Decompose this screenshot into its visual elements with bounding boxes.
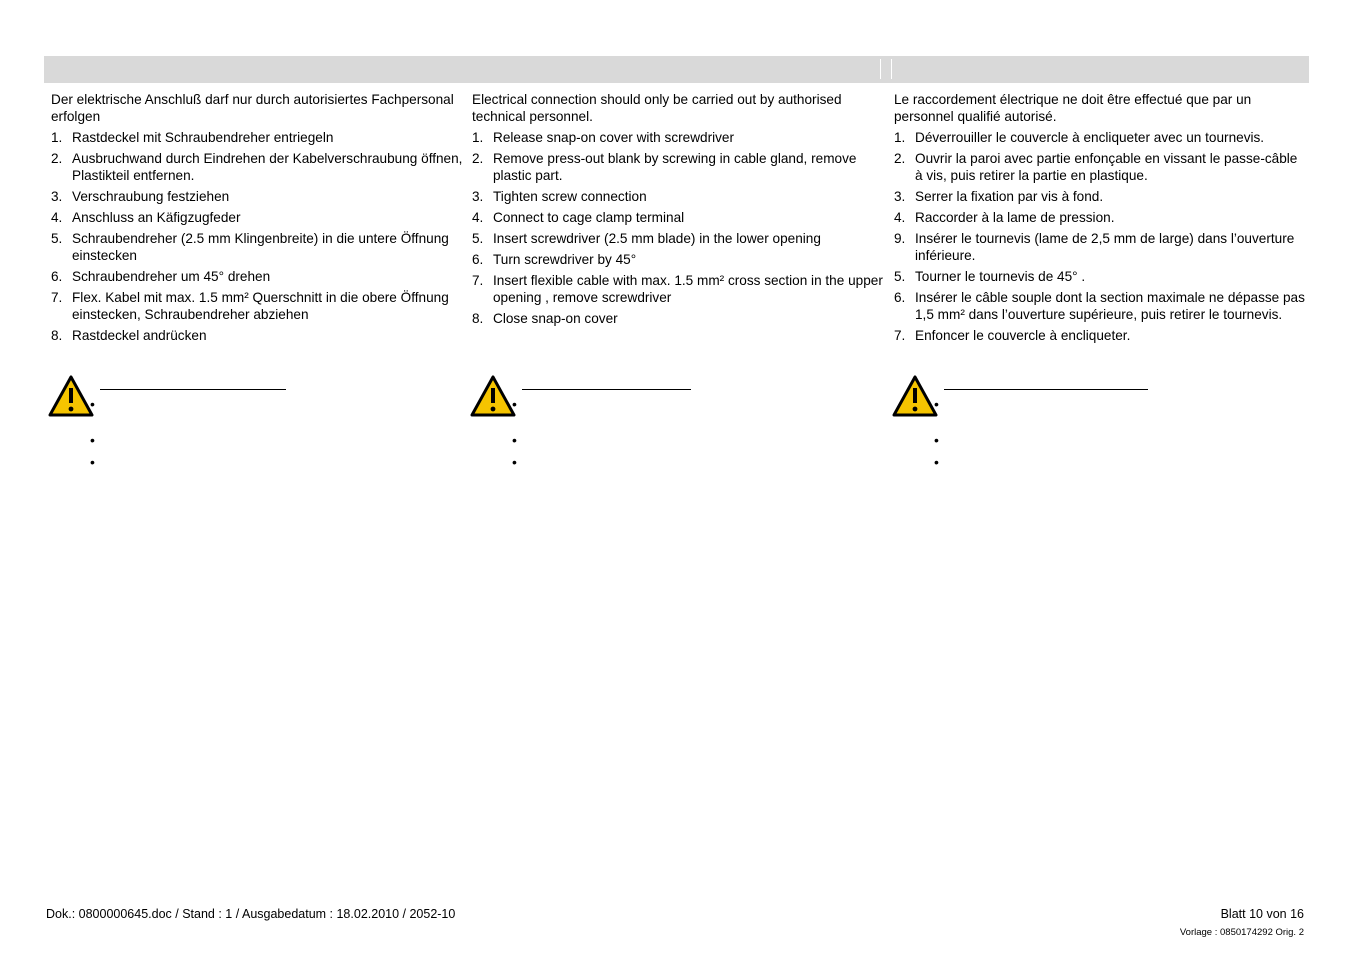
warning-block [470, 375, 882, 475]
list-item: 3. Serrer la fixation par vis à fond. [894, 189, 1104, 204]
header-separator [891, 59, 892, 79]
step-list [51, 129, 463, 344]
list-item: 1. Déverrouiller le couvercle à encliqueter avec un tournevis. [894, 130, 1265, 145]
warning-bullet: • [934, 454, 939, 470]
list-item: 1. Release snap-on cover with screwdriver [472, 130, 735, 145]
warning-bullet: • [934, 432, 939, 448]
list-item: 9. Insérer le tournevis (lame de 2,5 mm de large) dans l’ouverture inférieure. [894, 231, 1295, 263]
footer-page-number: Blatt 10 von 16 [1220, 907, 1304, 921]
list-item: 8. Rastdeckel andrücken [51, 328, 207, 343]
list-item: 7. Insert flexible cable with max. 1.5 mm² cross section in the upper opening , remove screwdriver [472, 273, 883, 305]
list-item: 2. Remove press-out blank by screwing in cable gland, remove plastic part. [472, 151, 857, 183]
list-item: 4. Anschluss an Käfigzugfeder [51, 210, 241, 225]
warning-heading-rule [944, 389, 1148, 390]
step-list [472, 129, 884, 327]
warning-triangle-icon [470, 375, 516, 417]
warning-triangle-icon [892, 375, 938, 417]
warning-heading-rule [522, 389, 691, 390]
warning-bullet: • [90, 432, 95, 448]
column-english [472, 91, 884, 331]
intro-text: Le raccordement électrique ne doit être effectué que par un personnel qualifié autorisé. [894, 92, 1252, 124]
list-item: 7. Flex. Kabel mit max. 1.5 mm² Querschnitt in die obere Öffnung einstecken, Schraubendreher abziehen [51, 290, 449, 322]
warning-triangle-icon [48, 375, 94, 417]
step-list [894, 129, 1306, 344]
footer-template: Vorlage : 0850174292 Orig. 2 [1179, 927, 1304, 938]
warning-block [892, 375, 1304, 475]
column-french [894, 91, 1306, 348]
intro-text: Der elektrische Anschluß darf nur durch autorisiertes Fachpersonal erfolgen [51, 92, 454, 124]
list-item: 1. Rastdeckel mit Schraubendreher entriegeln [51, 130, 334, 145]
list-item: 3. Verschraubung festziehen [51, 189, 230, 204]
warning-block [48, 375, 460, 475]
list-item: 2. Ouvrir la paroi avec partie enfonçable en vissant le passe-câble à vis, puis retirer la partie en plastique. [894, 151, 1298, 183]
warning-bullet: • [934, 396, 939, 412]
list-item: 4. Connect to cage clamp terminal [472, 210, 685, 225]
list-item: 7. Enfoncer le couvercle à encliqueter. [894, 328, 1131, 343]
warning-bullet: • [90, 396, 95, 412]
warning-heading-rule [100, 389, 286, 390]
footer-doc-info: Dok.: 0800000645.doc / Stand : 1 / Ausgabedatum : 18.02.2010 / 2052-10 [46, 907, 456, 921]
warning-bullet: • [90, 454, 95, 470]
intro-text: Electrical connection should only be carried out by authorised technical personnel. [472, 92, 842, 124]
list-item: 8. Close snap-on cover [472, 311, 618, 326]
list-item: 3. Tighten screw connection [472, 189, 647, 204]
warning-bullet: • [512, 454, 517, 470]
list-item: 6. Schraubendreher um 45° drehen [51, 269, 271, 284]
warning-bullet: • [512, 432, 517, 448]
list-item: 5. Schraubendreher (2.5 mm Klingenbreite) in die untere Öffnung einstecken [51, 231, 449, 263]
list-item: 5. Tourner le tournevis de 45° . [894, 269, 1086, 284]
list-item: 6. Turn screwdriver by 45° [472, 252, 637, 267]
list-item: 6. Insérer le câble souple dont la section maximale ne dépasse pas 1,5 mm² dans l’ouverture supérieure, puis retirer le tournevis. [894, 290, 1305, 322]
list-item: 2. Ausbruchwand durch Eindrehen der Kabelverschraubung öffnen, Plastikteil entfernen. [51, 151, 463, 183]
header-bar [44, 56, 1309, 83]
list-item: 5. Insert screwdriver (2.5 mm blade) in the lower opening [472, 231, 821, 246]
column-german [51, 91, 463, 348]
header-separator [880, 59, 881, 79]
list-item: 4. Raccorder à la lame de pression. [894, 210, 1115, 225]
warning-bullet: • [512, 396, 517, 412]
